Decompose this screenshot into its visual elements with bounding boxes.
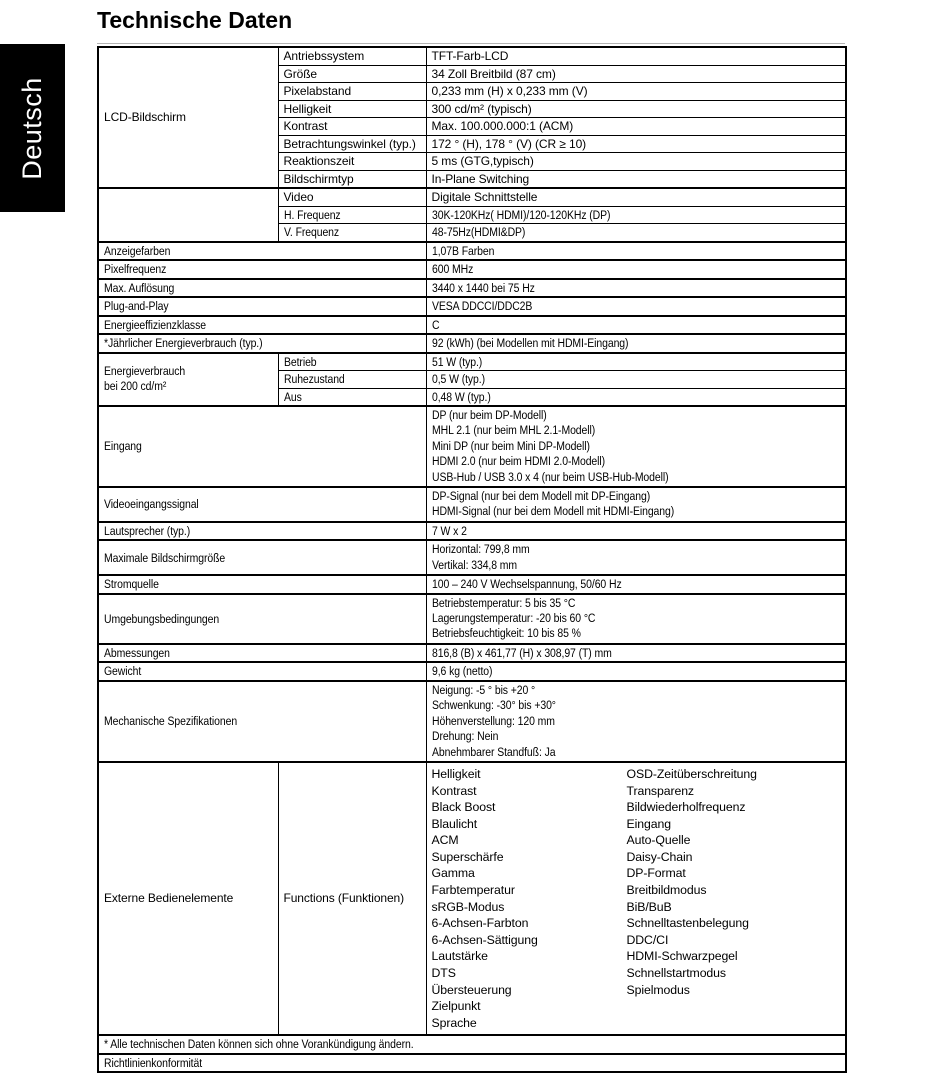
spec-value: C: [426, 316, 846, 335]
spec-label: Kontrast: [278, 118, 426, 136]
function-item: Black Boost: [431, 800, 496, 815]
function-item: Spielmodus: [626, 982, 690, 997]
function-item: DTS: [431, 966, 456, 981]
spec-label: Externe Bedienelemente: [98, 762, 278, 1036]
spec-label: Plug-and-Play: [98, 297, 426, 316]
function-item: HDMI-Schwarzpegel: [626, 949, 738, 964]
spec-value: Digitale Schnittstelle: [426, 188, 846, 206]
spec-value: Betriebstemperatur: 5 bis 35 °C Lagerungstemperatur: -20 bis 60 °C Betriebsfeuchtigkeit: 10 bis 85 %: [426, 594, 846, 644]
spec-value: 92 (kWh) (bei Modellen mit HDMI-Eingang): [426, 334, 846, 353]
spec-table: [97, 46, 847, 1073]
spec-sublabel: Betrieb: [278, 353, 426, 371]
spec-label: Helligkeit: [278, 100, 426, 118]
spec-label: Reaktionszeit: [278, 153, 426, 171]
spec-table-body: [98, 47, 846, 1072]
spec-label: Pixelabstand: [278, 83, 426, 101]
functions-column-left: [432, 766, 627, 1032]
function-item: Breitbildmodus: [626, 883, 707, 898]
function-item: Blaulicht: [431, 816, 478, 831]
title-rule: [97, 43, 845, 44]
spec-label: Gewicht: [98, 662, 426, 681]
spec-group-label: Energieverbrauch bei 200 cd/m²: [98, 353, 278, 407]
spec-label: Größe: [278, 65, 426, 83]
spec-sublabel: Functions (Funktionen): [278, 762, 426, 1036]
function-item: Superschärfe: [431, 849, 504, 864]
spec-label: Lautsprecher (typ.): [98, 522, 426, 541]
spec-label: Aus: [278, 388, 426, 406]
spec-value: DP (nur beim DP-Modell) MHL 2.1 (nur beim MHL 2.1-Modell) Mini DP (nur beim Mini DP-Modell) HDMI 2.0 (nur beim HDMI 2.0-Modell) USB-Hub / USB 3.0 x 4 (nur beim USB-Hub-Modell): [426, 406, 846, 487]
spec-value: 51 W (typ.): [426, 353, 846, 371]
spec-label: Anzeigefarben: [98, 242, 426, 261]
function-item: Eingang: [626, 816, 671, 831]
spec-value: 30K-120KHz( HDMI)/120-120KHz (DP): [426, 206, 846, 224]
spec-label: Mechanische Spezifikationen: [98, 681, 426, 762]
spec-group-label: [98, 188, 278, 242]
spec-value: 48-75Hz(HDMI&DP): [426, 224, 846, 242]
spec-sublabel: Video: [278, 188, 426, 206]
spec-label: *Jährlicher Energieverbrauch (typ.): [98, 334, 426, 353]
function-item: DDC/CI: [626, 932, 669, 947]
spec-value: 0,48 W (typ.): [426, 388, 846, 406]
spec-value: 9,6 kg (netto): [426, 662, 846, 681]
function-item: DP-Format: [626, 866, 686, 881]
spec-label: Pixelfrequenz: [98, 260, 426, 279]
spec-value: Neigung: -5 ° bis +20 ° Schwenkung: -30° bis +30° Höhenverstellung: 120 mm Drehung: Nein Abnehmbarer Standfuß: Ja: [426, 681, 846, 762]
spec-value: 816,8 (B) x 461,77 (H) x 308,97 (T) mm: [426, 644, 846, 663]
function-item: 6-Achsen-Farbton: [431, 916, 529, 931]
function-item: Gamma: [431, 866, 475, 881]
spec-label: Maximale Bildschirmgröße: [98, 540, 426, 575]
spec-value: In-Plane Switching: [426, 170, 846, 188]
page-content: [97, 7, 845, 1073]
function-item: Lautstärke: [431, 949, 488, 964]
spec-label: Betrachtungswinkel (typ.): [278, 135, 426, 153]
spec-label: Umgebungsbedingungen: [98, 594, 426, 644]
spec-value: VESA DDCCI/DDC2B: [426, 297, 846, 316]
language-tab-deutsch: [0, 44, 65, 212]
spec-value: 1,07B Farben: [426, 242, 846, 261]
spec-value: 300 cd/m² (typisch): [426, 100, 846, 118]
spec-value: 34 Zoll Breitbild (87 cm): [426, 65, 846, 83]
spec-label: Max. Auflösung: [98, 279, 426, 298]
spec-sublabel: Antriebssystem: [278, 47, 426, 65]
spec-label: H. Frequenz: [278, 206, 426, 224]
spec-group-label: LCD-Bildschirm: [98, 47, 278, 188]
spec-value: 600 MHz: [426, 260, 846, 279]
spec-value: 5 ms (GTG,typisch): [426, 153, 846, 171]
function-item: Auto-Quelle: [626, 833, 691, 848]
function-item: Schnelltastenbelegung: [626, 916, 749, 931]
spec-value: Max. 100.000.000:1 (ACM): [426, 118, 846, 136]
function-item: Kontrast: [431, 783, 477, 798]
function-item: OSD-Zeitüberschreitung: [626, 766, 757, 781]
spec-label: Videoeingangssignal: [98, 487, 426, 522]
spec-value: 3440 x 1440 bei 75 Hz: [426, 279, 846, 298]
function-item: Transparenz: [626, 783, 694, 798]
spec-label: V. Frequenz: [278, 224, 426, 242]
functions-list: [426, 762, 846, 1036]
spec-label: Bildschirmtyp: [278, 170, 426, 188]
function-item: sRGB-Modus: [431, 899, 505, 914]
spec-label: Eingang: [98, 406, 426, 487]
language-tab-label: Deutsch: [17, 76, 47, 180]
spec-value: TFT-Farb-LCD: [426, 47, 846, 65]
function-item: ACM: [431, 833, 459, 848]
function-item: Farbtemperatur: [431, 883, 515, 898]
spec-label: Ruhezustand: [278, 371, 426, 389]
spec-label: Energieeffizienzklasse: [98, 316, 426, 335]
page-title: Technische Daten: [97, 7, 293, 33]
function-item: Schnellstartmodus: [626, 966, 726, 981]
spec-value: Horizontal: 799,8 mm Vertikal: 334,8 mm: [426, 540, 846, 575]
function-item: Zielpunkt: [431, 999, 481, 1014]
table-note: * Alle technischen Daten können sich ohne Vorankündigung ändern.: [98, 1035, 846, 1054]
spec-value: 7 W x 2: [426, 522, 846, 541]
function-item: Übersteuerung: [431, 982, 512, 997]
function-item: Bildwiederholfrequenz: [626, 800, 746, 815]
spec-label: Abmessungen: [98, 644, 426, 663]
function-item: 6-Achsen-Sättigung: [431, 932, 538, 947]
spec-label: Stromquelle: [98, 575, 426, 594]
table-note: Richtlinienkonformität: [98, 1054, 846, 1073]
spec-value: 0,233 mm (H) x 0,233 mm (V): [426, 83, 846, 101]
spec-value: 0,5 W (typ.): [426, 371, 846, 389]
function-item: Daisy-Chain: [626, 849, 693, 864]
spec-value: DP-Signal (nur bei dem Modell mit DP-Eingang) HDMI-Signal (nur bei dem Modell mit HDMI-Eingang): [426, 487, 846, 522]
functions-column-right: [627, 766, 841, 1032]
function-item: Helligkeit: [431, 766, 481, 781]
function-item: Sprache: [431, 1015, 477, 1030]
spec-value: 100 – 240 V Wechselspannung, 50/60 Hz: [426, 575, 846, 594]
function-item: BiB/BuB: [626, 899, 672, 914]
spec-value: 172 ° (H), 178 ° (V) (CR ≥ 10): [426, 135, 846, 153]
